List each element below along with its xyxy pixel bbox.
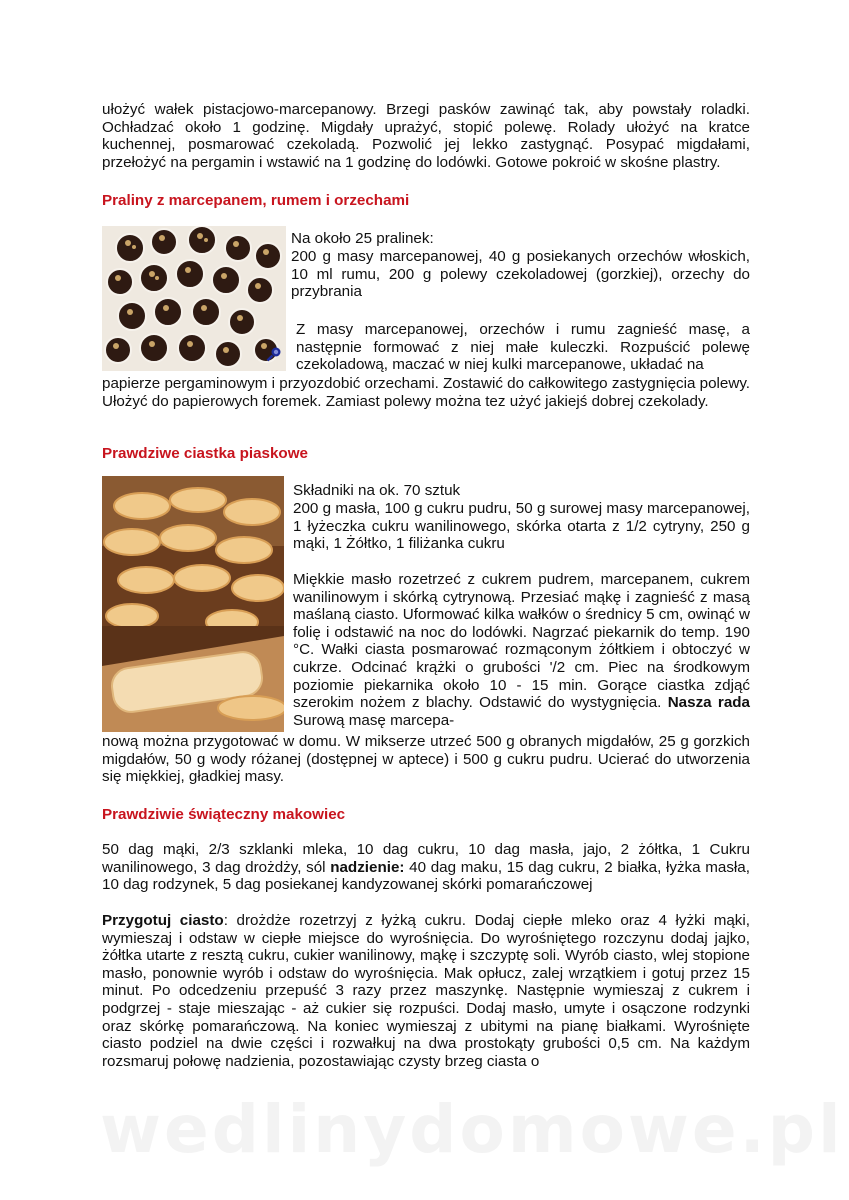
recipe-title-praliny: Praliny z marcepanem, rumem i orzechami <box>102 192 410 209</box>
intro-paragraph: ułożyć wałek pistacjowo-marcepanowy. Brzegi pasków zawinąć tak, aby powstały roladki. Ochładzać około 1 godzinę. Migdały uprażyć, stopić polewę. Rolady ułożyć na kratce kuchennej, posmarować czekoladą. Pozwolić jej lekko zastygnąć. Posypać migdałami, przełożyć na pergamin i wstawić na 1 godzinę do lodówki. Gotowe pokroić w skośne plastry. <box>102 101 750 171</box>
recipe-title-ciastka: Prawdziwe ciastka piaskowe <box>102 445 308 462</box>
recipe-title-makowiec: Prawdziwie świąteczny makowiec <box>102 806 346 823</box>
makowiec-method: Przygotuj ciasto: drożdże rozetrzyj z łyżką cukru. Dodaj ciepłe mleko oraz 4 łyżki mąki, wymieszaj i odstaw w ciepłe miejsce do wyrośnięcia. Do wyrośniętego rozczynu dodaj jajko, żółtka utarte z resztą cukru, cukier wanilinowy, mąkę i szczyptę soli. Wyrób ciasto, wlej stopione masło, ponownie wyrób i odstaw do wyrośnięcia. Mak opłucz, zalej wrzątkiem i gotuj przez 15 minut. Po odcedzeniu przepuść 3 razy przez maszynkę. Następnie wymieszaj z cukrem i podgrzej - staje mieszając - aż cukier się rozpuści. Dodaj masło, umyte i osączone rodzynki oraz skórkę pomarańczową. Na koniec wymieszaj z ubitymi na pianę białkami. Wyrośnięte ciasto podziel na dwie części i rozwałkuj na dwa prostokąty grubości 0,5 cm. Na każdym rozsmaruj połowę nadzienia, pozostawiając czysty brzeg ciasta o <box>102 912 750 1070</box>
ciastka-method: nową można przygotować w domu. W mikserze utrzeć 500 g obranych migdałów, 25 g gorzkich migdałów, 50 g wody różanej (dostępnej w aptece) i 500 g cukru pudru. Ucierać do utworzenia się miękkiej, gładkiej masy. <box>102 733 750 786</box>
ciastka-method-side: Miękkie masło rozetrzeć z cukrem pudrem, marcepanem, cukrem wanilinowym i skórką cytrynową. Przesiać mąkę i zagnieść z masą maślaną ciasto. Uformować kilka wałków o średnicy 5 cm, owinąć w folię i odstawić na noc do lodówki. Nagrzać piekarnik do temp. 190 °C. Wałki ciasta posmarować rozmąconym żółtkiem i obtoczyć w cukrze. Odcinać krążki o grubości '/2 cm. Piec na środkowym poziomie piekarnika około 10 - 15 min. Gorące ciastka zdjąć szerokim nożem z blachy. Odstawić do wystygnięcia. Nasza rada Surową masę marcepa- <box>293 571 751 729</box>
makowiec-ingredients: 50 dag mąki, 2/3 szklanki mleka, 10 dag cukru, 10 dag masła, jajo, 2 żółtka, 1 Cukru wanilinowego, 3 dag drożdży, sól nadzienie: 40 dag maku, 15 dag cukru, 2 białka, łyżka masła, 10 dag rodzynek, 5 dag posiekanej kandyzowanej skórki pomarańczowej <box>102 841 750 894</box>
praliny-servings: Na około 25 pralinek: <box>291 230 434 247</box>
magnifier-icon[interactable] <box>266 346 282 362</box>
ciastka-ingredients: 200 g masła, 100 g cukru pudru, 50 g surowej masy marcepanowej, 1 łyżeczka cukru wanilinowego, skórka otarta z 1/2 cytryny, 250 g mąki, 1 Żółtko, 1 filiżanka cukru <box>293 500 750 553</box>
praliny-method: papierze pergaminowym i przyozdobić orzechami. Zostawić do całkowitego zastygnięcia polewy. Ułożyć do papierowych foremek. Zamiast polewy można tez użyć jakiejś dobrej czekolady. <box>102 375 751 410</box>
ciastka-servings: Składniki na ok. 70 sztuk <box>293 482 461 499</box>
praliny-ingredients: 200 g masy marcepanowej, 40 g posiekanych orzechów włoskich, 10 ml rumu, 200 g polewy czekoladowej (gorzkiej), orzechy do przybrania <box>291 248 750 301</box>
pralines-photo <box>102 226 286 371</box>
tip-label: Nasza rada <box>667 694 751 712</box>
filling-label: nadzienie: <box>330 858 405 876</box>
cookies-photo <box>102 476 284 732</box>
praliny-method-side: Z masy marcepanowej, orzechów i rumu zagnieść masę, a następnie formować z niej małe kuleczki. Rozpuścić polewę czekoladową, maczać w niej kulki marcepanowe, układać na <box>296 321 750 374</box>
step-label: Przygotuj ciasto <box>102 912 224 929</box>
cookies-image <box>102 476 284 732</box>
watermark: wedlinydomowe.pl <box>100 1091 844 1168</box>
pralines-image <box>102 226 286 371</box>
